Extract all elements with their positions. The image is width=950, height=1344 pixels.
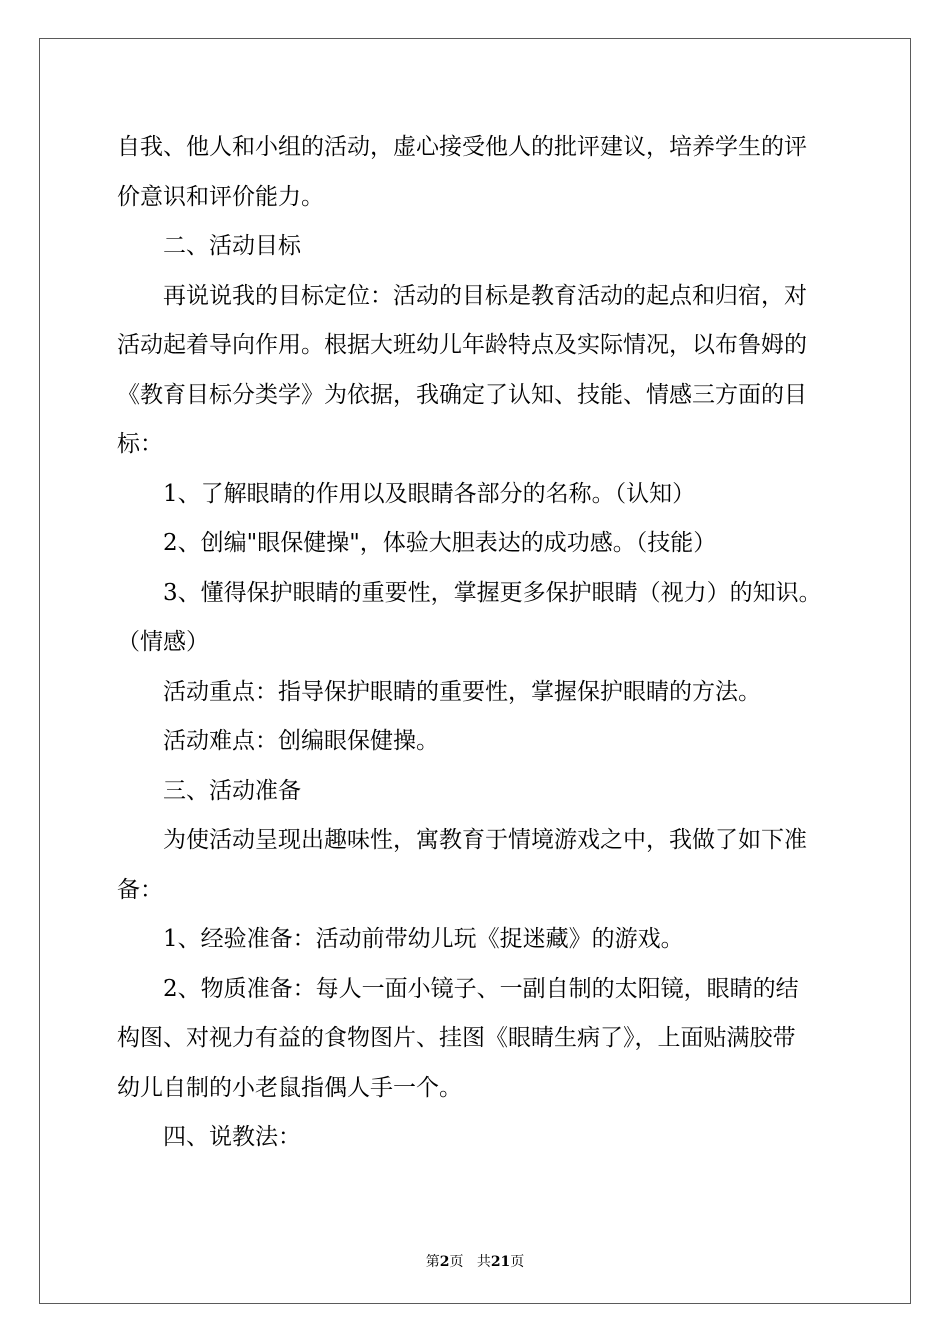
footer-total-prefix: 共: [476, 1254, 491, 1270]
paragraph-line: 备：: [117, 876, 163, 903]
footer-total-suffix: 页: [510, 1254, 525, 1270]
paragraph-line: 再说说我的目标定位：活动的目标是教育活动的起点和归宿，对: [163, 282, 807, 309]
paragraph-line: 《教育目标分类学》为依据，我确定了认知、技能、情感三方面的目: [117, 381, 807, 408]
total-page-count: 21: [490, 1254, 511, 1270]
section-heading: 二、活动目标: [163, 233, 301, 259]
list-item: 1、了解眼睛的作用以及眼睛各部分的名称。（认知）: [163, 480, 696, 507]
paragraph-line: 活动起着导向作用。根据大班幼儿年龄特点及实际情况，以布鲁姆的: [117, 332, 807, 358]
footer-prefix: 第: [425, 1254, 440, 1270]
paragraph-line: （情感）: [117, 629, 209, 655]
paragraph-line: 活动难点：创编眼保健操。: [163, 728, 439, 754]
paragraph-line: 标：: [117, 431, 163, 457]
footer-page-suffix: 页: [449, 1254, 464, 1270]
document-body: [117, 123, 837, 1163]
page-footer: [0, 1251, 950, 1271]
section-heading: 四、说教法：: [163, 1124, 301, 1150]
paragraph-line: 自我、他人和小组的活动，虚心接受他人的批评建议，培养学生的评: [117, 134, 807, 160]
paragraph-line: 幼儿自制的小老鼠指偶人手一个。: [117, 1074, 462, 1101]
list-item: 1、经验准备：活动前带幼儿玩《捉迷藏》的游戏。: [163, 926, 684, 952]
list-item: 3、懂得保护眼睛的重要性，掌握更多保护眼睛（视力）的知识。: [163, 579, 822, 606]
list-item: 2、创编"眼保健操"，体验大胆表达的成功感。（技能）: [163, 530, 717, 556]
paragraph-line: 价意识和评价能力。: [117, 183, 324, 210]
list-item: 2、物质准备：每人一面小镜子、一副自制的太阳镜，眼睛的结: [163, 975, 799, 1002]
section-heading: 三、活动准备: [163, 777, 301, 804]
paragraph-line: 活动重点：指导保护眼睛的重要性，掌握保护眼睛的方法。: [163, 678, 761, 705]
paragraph-line: 构图、对视力有益的食物图片、挂图《眼睛生病了》，上面贴满胶带: [117, 1025, 796, 1051]
paragraph-line: 为使活动呈现出趣味性，寓教育于情境游戏之中，我做了如下准: [163, 827, 807, 853]
current-page-number: 2: [439, 1254, 450, 1270]
